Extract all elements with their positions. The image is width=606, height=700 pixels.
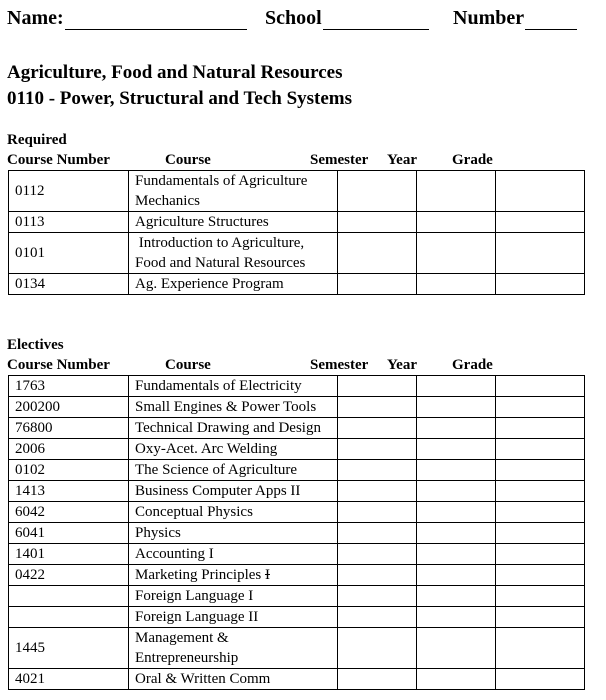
course-number-cell: 6042	[9, 502, 129, 523]
semester-cell[interactable]	[338, 523, 417, 544]
year-cell[interactable]	[417, 376, 496, 397]
course-number-cell: 0112	[9, 171, 129, 212]
col-course-number: Course Number	[7, 152, 110, 168]
grade-cell[interactable]	[496, 481, 585, 502]
table-row	[9, 274, 585, 295]
course-name-line: Mechanics	[135, 193, 200, 209]
course-name-cell: Foreign Language I	[129, 586, 338, 607]
course-number-cell: 1401	[9, 544, 129, 565]
course-name-cell: Business Computer Apps II	[129, 481, 338, 502]
col-course: Course	[165, 357, 211, 373]
course-name-cell	[129, 628, 338, 669]
school-field[interactable]	[265, 7, 429, 30]
semester-cell[interactable]	[338, 397, 417, 418]
semester-cell[interactable]	[338, 418, 417, 439]
course-number-cell: 0134	[9, 274, 129, 295]
year-cell[interactable]	[417, 274, 496, 295]
grade-cell[interactable]	[496, 212, 585, 233]
course-number-cell	[9, 586, 129, 607]
table-row	[9, 481, 585, 502]
semester-cell[interactable]	[338, 212, 417, 233]
course-name-cell: Fundamentals of Electricity	[129, 376, 338, 397]
course-name-text: Marketing Principles	[135, 567, 265, 583]
course-name-cell: Oral & Written Comm	[129, 669, 338, 690]
grade-cell[interactable]	[496, 460, 585, 481]
course-number-cell: 76800	[9, 418, 129, 439]
year-cell[interactable]	[417, 439, 496, 460]
name-blank-line[interactable]	[65, 9, 247, 30]
grade-cell[interactable]	[496, 565, 585, 586]
course-name-cell	[129, 171, 338, 212]
table-row	[9, 171, 585, 212]
number-label: Number	[453, 7, 525, 29]
grade-cell[interactable]	[496, 607, 585, 628]
elective-courses-table	[8, 375, 585, 690]
semester-cell[interactable]	[338, 628, 417, 669]
semester-cell[interactable]	[338, 502, 417, 523]
course-number-cell: 6041	[9, 523, 129, 544]
struck-text: I	[264, 567, 270, 583]
number-field[interactable]	[453, 7, 577, 30]
course-name-cell: Physics	[129, 523, 338, 544]
grade-cell[interactable]	[496, 669, 585, 690]
grade-cell[interactable]	[496, 502, 585, 523]
semester-cell[interactable]	[338, 274, 417, 295]
semester-cell[interactable]	[338, 586, 417, 607]
table-row	[9, 460, 585, 481]
year-cell[interactable]	[417, 607, 496, 628]
name-field[interactable]	[7, 7, 247, 30]
grade-cell[interactable]	[496, 376, 585, 397]
semester-cell[interactable]	[338, 544, 417, 565]
course-name-cell: Ag. Experience Program	[129, 274, 338, 295]
table-row	[9, 565, 585, 586]
year-cell[interactable]	[417, 669, 496, 690]
electives-section-label: Electives	[7, 337, 64, 353]
course-name-cell: Accounting I	[129, 544, 338, 565]
grade-cell[interactable]	[496, 628, 585, 669]
course-name-line: Entrepreneurship	[135, 650, 239, 666]
course-name-cell	[129, 233, 338, 274]
semester-cell[interactable]	[338, 171, 417, 212]
grade-cell[interactable]	[496, 274, 585, 295]
grade-cell[interactable]	[496, 586, 585, 607]
course-name-cell: Conceptual Physics	[129, 502, 338, 523]
year-cell[interactable]	[417, 397, 496, 418]
col-year: Year	[387, 152, 417, 168]
course-name-cell: Foreign Language II	[129, 607, 338, 628]
semester-cell[interactable]	[338, 439, 417, 460]
table-row	[9, 439, 585, 460]
col-course: Course	[165, 152, 211, 168]
grade-cell[interactable]	[496, 439, 585, 460]
course-name-cell	[129, 565, 338, 586]
year-cell[interactable]	[417, 233, 496, 274]
year-cell[interactable]	[417, 544, 496, 565]
year-cell[interactable]	[417, 418, 496, 439]
table-row	[9, 376, 585, 397]
col-grade: Grade	[452, 357, 493, 373]
school-blank-line[interactable]	[323, 9, 429, 30]
grade-cell[interactable]	[496, 418, 585, 439]
semester-cell[interactable]	[338, 607, 417, 628]
table-row	[9, 544, 585, 565]
course-name-cell: The Science of Agriculture	[129, 460, 338, 481]
col-semester: Semester	[310, 357, 369, 373]
course-number-cell: 0113	[9, 212, 129, 233]
table-row	[9, 607, 585, 628]
table-row	[9, 586, 585, 607]
table-row	[9, 669, 585, 690]
semester-cell[interactable]	[338, 376, 417, 397]
semester-cell[interactable]	[338, 669, 417, 690]
year-cell[interactable]	[417, 481, 496, 502]
table-row	[9, 523, 585, 544]
course-number-cell: 1445	[9, 628, 129, 669]
required-section-label: Required	[7, 132, 67, 148]
course-name-line: Fundamentals of Agriculture	[135, 173, 308, 189]
required-courses-table	[8, 170, 585, 295]
course-name-line: Food and Natural Resources	[135, 255, 306, 271]
course-number-cell: 1763	[9, 376, 129, 397]
course-number-cell: 2006	[9, 439, 129, 460]
year-cell[interactable]	[417, 460, 496, 481]
course-name-line: Introduction to Agriculture,	[135, 235, 305, 251]
col-grade: Grade	[452, 152, 493, 168]
course-number-cell: 0101	[9, 233, 129, 274]
grade-cell[interactable]	[496, 233, 585, 274]
year-cell[interactable]	[417, 628, 496, 669]
grade-cell[interactable]	[496, 397, 585, 418]
student-info-row	[7, 7, 599, 37]
school-label: School	[265, 7, 322, 29]
electives-header-row	[7, 357, 606, 375]
col-year: Year	[387, 357, 417, 373]
course-number-cell: 0422	[9, 565, 129, 586]
table-row	[9, 397, 585, 418]
semester-cell[interactable]	[338, 460, 417, 481]
course-number-cell	[9, 607, 129, 628]
course-number-cell: 1413	[9, 481, 129, 502]
course-name-line: Management &	[135, 630, 229, 646]
col-semester: Semester	[310, 152, 369, 168]
col-course-number: Course Number	[7, 357, 110, 373]
grade-cell[interactable]	[496, 523, 585, 544]
table-row	[9, 628, 585, 669]
course-name-cell: Technical Drawing and Design	[129, 418, 338, 439]
year-cell[interactable]	[417, 565, 496, 586]
course-number-cell: 0102	[9, 460, 129, 481]
table-row	[9, 502, 585, 523]
grade-cell[interactable]	[496, 171, 585, 212]
course-number-cell: 4021	[9, 669, 129, 690]
table-row	[9, 418, 585, 439]
year-cell[interactable]	[417, 171, 496, 212]
semester-cell[interactable]	[338, 481, 417, 502]
grade-cell[interactable]	[496, 544, 585, 565]
pathway-title: Agriculture, Food and Natural Resources	[7, 62, 343, 83]
year-cell[interactable]	[417, 212, 496, 233]
table-row	[9, 233, 585, 274]
semester-cell[interactable]	[338, 565, 417, 586]
course-number-cell: 200200	[9, 397, 129, 418]
program-title: 0110 - Power, Structural and Tech Systems	[7, 88, 353, 109]
course-name-cell: Agriculture Structures	[129, 212, 338, 233]
course-name-cell: Oxy-Acet. Arc Welding	[129, 439, 338, 460]
year-cell[interactable]	[417, 523, 496, 544]
course-name-cell: Small Engines & Power Tools	[129, 397, 338, 418]
semester-cell[interactable]	[338, 233, 417, 274]
table-row	[9, 212, 585, 233]
number-blank-line[interactable]	[525, 9, 577, 30]
year-cell[interactable]	[417, 586, 496, 607]
year-cell[interactable]	[417, 502, 496, 523]
name-label: Name:	[7, 7, 64, 29]
required-header-row	[7, 152, 606, 170]
